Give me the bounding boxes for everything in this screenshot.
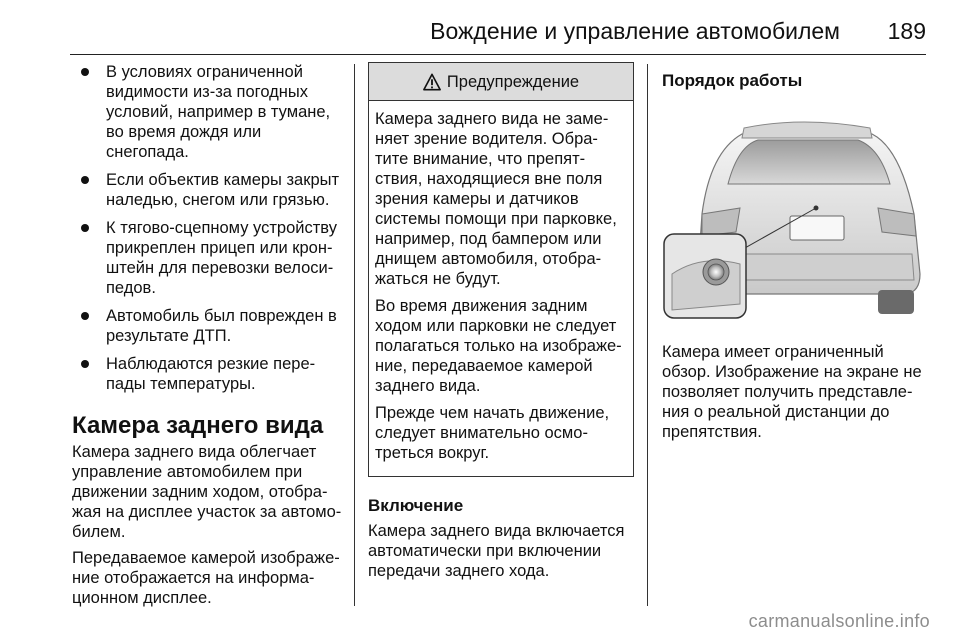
list-item: К тягово-сцепному устройству прикреплен прицеп или крон-штейн для перевозки велоси-педов. — [72, 218, 348, 298]
warning-triangle-icon — [423, 73, 441, 91]
column-right — [662, 62, 932, 448]
column-divider-2 — [647, 64, 648, 606]
page-number: 189 — [887, 18, 926, 44]
warning-title: Предупреждение — [446, 72, 580, 91]
bullet-dot-icon — [81, 224, 89, 232]
warning-box — [368, 62, 634, 477]
figure-caption: Камера имеет ограниченный обзор. Изображение на экране не позволяет получить представле-ния о реальной дистанции до препятствия. — [662, 343, 922, 441]
page-header — [0, 18, 960, 58]
list-item: В условиях ограниченной видимости из-за погодных условий, например в тумане, во время дождя или снегопада. — [72, 62, 348, 162]
list-item: Если объектив камеры закрыт наледью, снегом или грязью. — [72, 170, 348, 210]
bullet-dot-icon — [81, 176, 89, 184]
header-rule — [70, 54, 926, 55]
rear-camera-illustration — [662, 104, 932, 324]
conditions-list — [72, 62, 348, 394]
subheading: Порядок работы — [662, 71, 803, 90]
bullet-dot-icon — [81, 360, 89, 368]
car-rear-view-image — [662, 104, 932, 324]
list-item: Наблюдаются резкие пере-пады температуры. — [72, 354, 348, 394]
warning-body — [369, 101, 633, 476]
column-divider-1 — [354, 64, 355, 606]
subheading: Включение — [368, 496, 464, 515]
paragraph: Прежде чем начать движение, следует внимательно осмо-треться вокруг. — [375, 404, 610, 462]
bullet-dot-icon — [81, 312, 89, 320]
column-middle — [368, 62, 634, 587]
list-item: Автомобиль был поврежден в результате ДТП. — [72, 306, 348, 346]
section-heading: Камера заднего вида — [72, 412, 324, 439]
paragraph: Передаваемое камерой изображе-ние отображается на информа-ционном дисплее. — [72, 549, 340, 607]
column-left — [72, 62, 348, 614]
paragraph: Камера заднего вида облегчает управление автомобилем при движении задним ходом, отобра-жая на дисплее участок за автомо-билем. — [72, 443, 342, 541]
paragraph: Камера заднего вида не заме-няет зрение водителя. Обра-тите внимание, что препят-ствия, находящиеся вне поля зрения камеры и датчиков системы помощи при парковке, например, под бампером или днищем автомобиля, отобра-жаться не будут. — [375, 110, 617, 288]
chapter-title: Вождение и управление автомобилем — [430, 18, 840, 44]
paragraph: Камера заднего вида включается автоматически при включении передачи заднего хода. — [368, 522, 625, 580]
bullet-dot-icon — [81, 68, 89, 76]
warning-header — [369, 63, 633, 101]
watermark: carmanualsonline.info — [748, 611, 930, 631]
paragraph: Во время движения задним ходом или парковки не следует полагаться только на изображе-ние, передаваемое камерой заднего вида. — [375, 297, 622, 395]
